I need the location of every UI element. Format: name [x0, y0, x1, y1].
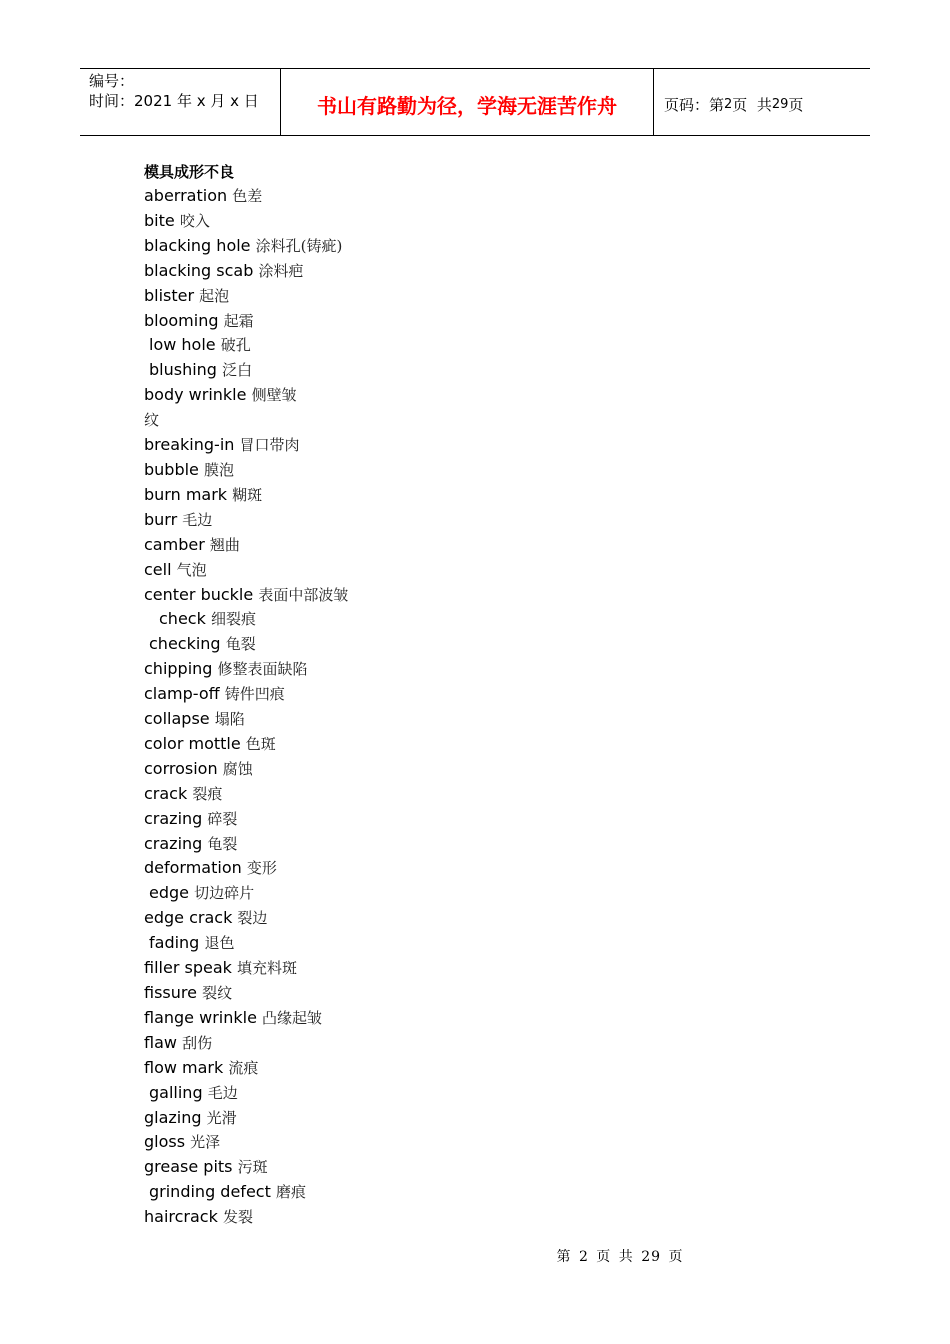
section-title: 模具成形不良 [144, 163, 235, 181]
glossary-entry [144, 508, 348, 533]
term-chinese: 裂边 [237, 909, 268, 928]
glossary-entry [144, 931, 348, 956]
glossary-entry [144, 657, 348, 682]
term-english: flange wrinkle [144, 1007, 257, 1027]
term-english: blushing [149, 360, 217, 380]
term-english: clamp-off [144, 684, 220, 704]
term-english: filler speak [144, 958, 232, 978]
term-chinese: 裂痕 [192, 784, 223, 803]
glossary-entry [144, 184, 348, 209]
term-english: edge crack [144, 908, 233, 928]
page-middle: 页 共 [732, 95, 772, 114]
term-chinese: 磨痕 [275, 1183, 306, 1202]
term-chinese: 流痕 [228, 1058, 259, 1077]
term-chinese: 污斑 [237, 1158, 268, 1177]
term-chinese: 气泡 [176, 560, 207, 579]
term-english: corrosion [144, 758, 218, 778]
term-chinese: 表面中部波皱 [258, 585, 349, 604]
glossary-entry [144, 333, 348, 358]
term-chinese: 咬入 [179, 211, 210, 230]
term-english: glazing [144, 1107, 202, 1127]
page-header [80, 68, 870, 136]
term-english: flow mark [144, 1057, 224, 1077]
term-english: fissure [144, 983, 197, 1002]
term-english: blacking scab [144, 260, 254, 280]
term-chinese: 涂料孔(铸疵) [255, 236, 343, 255]
page-suffix: 页 [788, 95, 804, 114]
glossary-entry [144, 1081, 348, 1106]
term-chinese: 龟裂 [207, 834, 238, 853]
term-chinese: 毛边 [182, 510, 213, 529]
term-chinese: 冒口带肉 [239, 436, 300, 455]
term-chinese: 龟裂 [225, 635, 256, 654]
term-english: grinding defect [149, 1182, 271, 1202]
glossary-entry [144, 533, 348, 558]
term-english: galling [149, 1082, 203, 1102]
term-english: crazing [144, 833, 203, 853]
glossary-entry [144, 682, 348, 707]
term-english: blister [144, 285, 195, 305]
glossary-entry [144, 906, 348, 931]
glossary-entry [144, 383, 348, 408]
glossary-entry [144, 856, 348, 881]
term-chinese: 修整表面缺陷 [217, 660, 308, 679]
term-english: bubble [144, 459, 199, 479]
term-english: collapse [144, 709, 210, 729]
glossary-entry [144, 458, 348, 483]
term-english: flaw [144, 1032, 177, 1052]
glossary-entry [144, 732, 348, 757]
term-english: blooming [144, 310, 219, 330]
term-english: low hole [149, 335, 216, 355]
code-label: 编号： [89, 72, 135, 90]
page-footer: 第 2 页 共 29 页 [556, 1249, 684, 1265]
glossary-entry [144, 1031, 348, 1056]
header-page-number [654, 69, 870, 135]
term-english: bite [144, 210, 175, 230]
term-english: blacking hole [144, 235, 251, 255]
term-chinese: 膜泡 [204, 460, 235, 479]
header-motto: 书山有路勤为径，学海无涯苦作舟 [281, 69, 654, 135]
glossary-entry [144, 981, 348, 1006]
term-english: body wrinkle [144, 385, 247, 405]
term-chinese: 起霜 [223, 311, 254, 330]
term-chinese: 细裂痕 [210, 610, 256, 629]
term-chinese: 毛边 [207, 1083, 238, 1102]
term-chinese: 光泽 [190, 1133, 221, 1152]
term-chinese: 侧壁皱 [251, 386, 297, 405]
glossary-entry [144, 1056, 348, 1081]
term-chinese: 塌陷 [214, 710, 245, 729]
term-english: burn mark [144, 484, 228, 504]
term-chinese: 翘曲 [209, 535, 240, 554]
glossary-entry [144, 1205, 348, 1230]
term-chinese: 刮伤 [182, 1033, 213, 1052]
term-english: edge [149, 883, 189, 903]
term-chinese: 碎裂 [207, 809, 238, 828]
term-chinese: 破孔 [220, 336, 251, 355]
term-english: center buckle [144, 584, 254, 604]
glossary-list [144, 184, 348, 1230]
glossary-entry [144, 483, 348, 508]
glossary-entry [144, 583, 348, 608]
term-english: checking [149, 634, 221, 654]
term-english: fading [149, 933, 200, 953]
glossary-entry [144, 234, 348, 259]
glossary-entry [144, 259, 348, 284]
term-english: deformation [144, 858, 242, 878]
term-chinese: 发裂 [222, 1208, 253, 1227]
term-english: aberration [144, 186, 228, 205]
glossary-entry [144, 309, 348, 334]
term-english: cell [144, 559, 172, 579]
term-english: crazing [144, 808, 203, 828]
glossary-entry [144, 1180, 348, 1205]
glossary-entry [144, 1130, 348, 1155]
glossary-entry [144, 558, 348, 583]
term-english: camber [144, 534, 205, 554]
glossary-entry [144, 807, 348, 832]
page-total: 29 [771, 96, 789, 112]
term-english: breaking-in [144, 435, 235, 455]
glossary-entry [144, 209, 348, 234]
glossary-entry [144, 881, 348, 906]
glossary-entry [144, 1155, 348, 1180]
term-chinese: 涂料疤 [258, 261, 304, 280]
page-prefix: 页码：第 [664, 95, 725, 114]
glossary-entry [144, 632, 348, 657]
term-chinese: 切边碎片 [194, 884, 255, 903]
term-chinese: 退色 [204, 934, 235, 953]
glossary-entry [144, 607, 348, 632]
term-chinese: 铸件凹痕 [224, 685, 285, 704]
term-chinese: 腐蚀 [222, 759, 253, 778]
glossary-content [144, 160, 348, 1230]
glossary-entry [144, 832, 348, 857]
glossary-entry [144, 707, 348, 732]
glossary-entry [144, 358, 348, 383]
term-chinese: 色差 [232, 187, 263, 205]
term-chinese: 起泡 [199, 286, 230, 305]
term-chinese: 纹 [144, 411, 160, 430]
glossary-entry [144, 433, 348, 458]
term-chinese: 变形 [246, 859, 277, 878]
term-english: check [159, 609, 206, 629]
glossary-entry [144, 956, 348, 981]
term-english: crack [144, 783, 188, 803]
term-chinese: 色斑 [245, 734, 276, 753]
date-text: 时间：2021 年 x 月 x 日 [89, 92, 259, 110]
glossary-entry [144, 284, 348, 309]
header-meta [80, 69, 281, 135]
term-english: burr [144, 509, 178, 529]
term-chinese: 光滑 [206, 1108, 237, 1127]
term-english: gloss [144, 1132, 186, 1152]
glossary-entry [144, 1006, 348, 1031]
glossary-entry [144, 408, 348, 433]
page-current: 2 [724, 96, 733, 112]
term-english: color mottle [144, 733, 241, 753]
term-chinese: 泛白 [222, 361, 253, 380]
glossary-entry [144, 1106, 348, 1131]
term-chinese: 凸缘起皱 [262, 1008, 323, 1027]
term-english: grease pits [144, 1157, 233, 1177]
term-english: chipping [144, 659, 213, 679]
term-chinese: 裂纹 [202, 984, 233, 1002]
glossary-entry [144, 757, 348, 782]
glossary-entry [144, 782, 348, 807]
term-chinese: 糊斑 [232, 485, 263, 504]
term-english: haircrack [144, 1207, 218, 1227]
term-chinese: 填充料斑 [236, 959, 297, 978]
